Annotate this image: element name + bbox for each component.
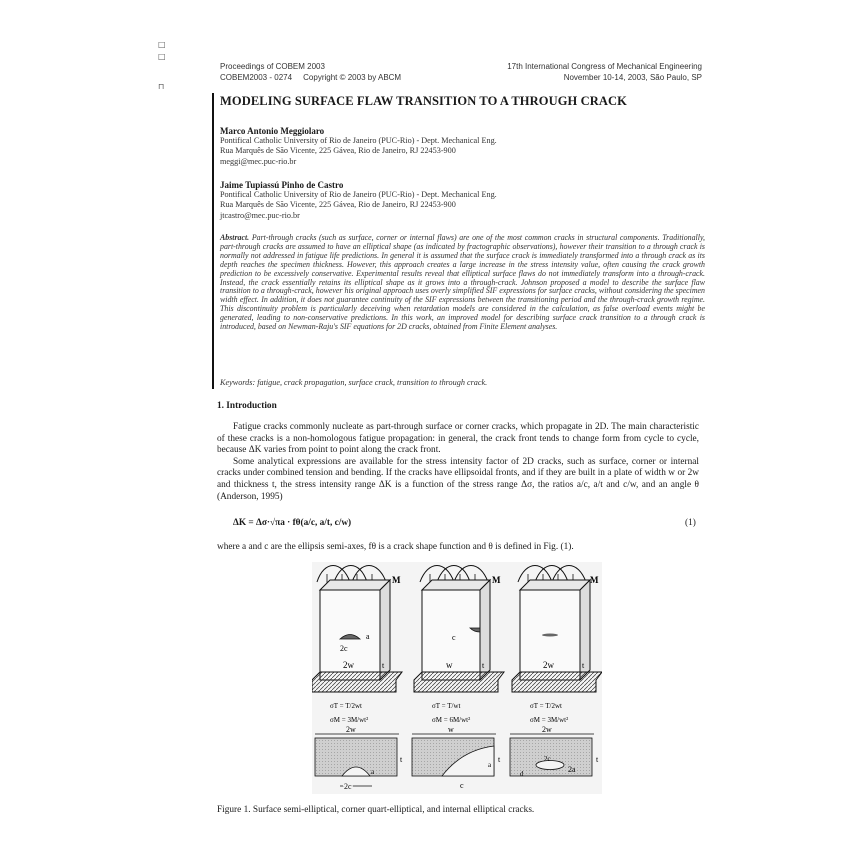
author-name: Jaime Tupiassú Pinho de Castro	[220, 180, 344, 190]
label-2a: 2a	[568, 765, 576, 774]
stress-bending: σM = 3M/wt²	[330, 716, 369, 724]
equation-explanation	[217, 542, 699, 554]
label-c: c	[452, 633, 456, 642]
author-address: Rua Marquês de São Vicente, 225 Gávea, Rio de Janeiro, RJ 22453-900	[220, 146, 456, 156]
paragraph: where a and c are the ellipsis semi-axes, fθ is a crack shape function and θ is defined in Fig. (1).	[217, 542, 574, 552]
label-t: t	[596, 755, 599, 764]
label-w: w	[448, 725, 454, 734]
author-email: jtcastro@mec.puc-rio.br	[220, 210, 300, 220]
label-d: d	[520, 770, 524, 778]
label-t: t	[382, 661, 385, 670]
figure-caption: Figure 1. Surface semi-elliptical, corner quart-elliptical, and internal elliptical cracks.	[217, 805, 535, 815]
stress-tension: σT = T/2wt	[530, 702, 562, 710]
header-proceedings: Proceedings of COBEM 2003	[220, 62, 325, 71]
stress-tension: σT = T/2wt	[330, 702, 362, 710]
label-t: t	[582, 661, 585, 670]
author-affiliation: Pontifical Catholic University of Rio de Janeiro (PUC-Rio) - Dept. Mechanical Eng.	[220, 136, 497, 145]
label-a: a	[366, 632, 370, 641]
body-text	[217, 422, 699, 503]
author-name: Marco Antonio Meggiolaro	[220, 126, 325, 136]
stress-tension: σT = T/wt	[432, 702, 461, 710]
equation: ΔK = Δσ·√πa · fθ(a/c, a/t, c/w)	[233, 518, 352, 528]
paragraph: Fatigue cracks commonly nucleate as part-through surface or corner cracks, which propagate in 2D. The main characteristic of these cracks is a non-homologous fatigue propagation: in general, the crack front tends to change form from cycle to cycle, because ΔK varies from point to point along the crack front.	[217, 422, 699, 456]
label-2c: 2c	[544, 755, 551, 763]
label-2w: 2w	[343, 660, 354, 670]
author-email: meggi@mec.puc-rio.br	[220, 156, 297, 166]
label-2c: 2c	[344, 782, 352, 791]
left-vertical-rule	[212, 93, 214, 389]
label-2c: 2c	[340, 644, 348, 653]
label-a: a	[371, 768, 375, 776]
label-2w: 2w	[346, 725, 356, 734]
header-congress: 17th International Congress of Mechanical Engineering	[507, 62, 702, 71]
stress-bending: σM = 6M/wt²	[432, 716, 471, 724]
label-2w: 2w	[543, 660, 554, 670]
label-2w: 2w	[542, 725, 552, 734]
label-c: c	[460, 781, 464, 790]
abstract-label: Abstract.	[220, 233, 250, 242]
author-address: Rua Marquês de São Vicente, 225 Gávea, Rio de Janeiro, RJ 22453-900	[220, 200, 456, 210]
figure-crack-types	[312, 562, 602, 794]
label-a: a	[488, 761, 492, 769]
corner-mark: □	[158, 52, 166, 61]
author-block-1	[220, 126, 497, 167]
abstract	[220, 234, 705, 332]
support-base	[312, 672, 402, 692]
moment-label: M	[392, 575, 401, 585]
moment-label: M	[590, 575, 599, 585]
header-date: November 10-14, 2003, São Paulo, SP	[563, 73, 702, 82]
equation-number: (1)	[685, 518, 696, 528]
author-block-2	[220, 180, 497, 221]
header-copyright: COBEM2003 - 0274 Copyright © 2003 by ABCM	[220, 73, 402, 82]
label-w: w	[446, 660, 453, 670]
keywords: Keywords: fatigue, crack propagation, surface crack, transition to through crack.	[220, 378, 488, 387]
moment-label: M	[492, 575, 501, 585]
paper-title: MODELING SURFACE FLAW TRANSITION TO A THROUGH CRACK	[220, 94, 627, 108]
label-t: t	[482, 661, 485, 670]
author-affiliation: Pontifical Catholic University of Rio de Janeiro (PUC-Rio) - Dept. Mechanical Eng.	[220, 190, 497, 199]
label-t: t	[400, 755, 403, 764]
stress-bending: σM = 3M/wt²	[530, 716, 569, 724]
label-t: t	[498, 755, 501, 764]
internal-crack	[542, 634, 558, 637]
section-heading: 1. Introduction	[217, 401, 277, 411]
paragraph: Some analytical expressions are available for the stress intensity factor of 2D cracks, such as surface, corner or internal cracks under combined tension and bending. If the cracks have ellipsoidal fronts, and if they are built in a plate of width w or 2w and thickness t, the stress intensity range ΔK is a function of the stress range Δσ, the ratios a/c, a/t and c/w, and an angle θ (Anderson, 1995)	[217, 456, 699, 502]
corner-mark: ⊓	[158, 82, 165, 91]
abstract-text: Part-through cracks (such as surface, corner or internal flaws) are one of the most common cracks in structural components. Traditionally, part-through cracks are assumed to have an elliptical shape (as indicated by fractographic observations), however their transition to a through crack is normally not addressed in fatigue life predictions. In general it is assumed that the surface crack is immediately transformed into a through crack as its depth reaches the specimen thickness. However, this approach creates a large increase in the stress intensity value, often causing the crack growth prediction to be excessively conservative. Experimental results reveal that elliptical surface flaws do not immediately transform into a through-crack. Instead, the crack essentially retains its elliptical shape as it grows into a through-crack. Johnson proposed a model to describe the surface flaw transition to a through-crack, however his original approach uses overly simplified SIF expressions for surface cracks, without considering the specimen width effect. In addition, it does not guarantee continuity of the SIF expressions between the transitioning period and the through-crack growth regime. This discontinuity problem is particularly deceiving when retardation models are considered in the calculation, as false overload events might be generated, leading to non-conservative predictions. In this work, an improved model for describing surface crack transition to a through crack is introduced, based on Newman-Raju's SIF equations for 2D cracks, obtained from Finite Element analyses.	[220, 233, 705, 332]
corner-mark: □	[158, 40, 166, 49]
